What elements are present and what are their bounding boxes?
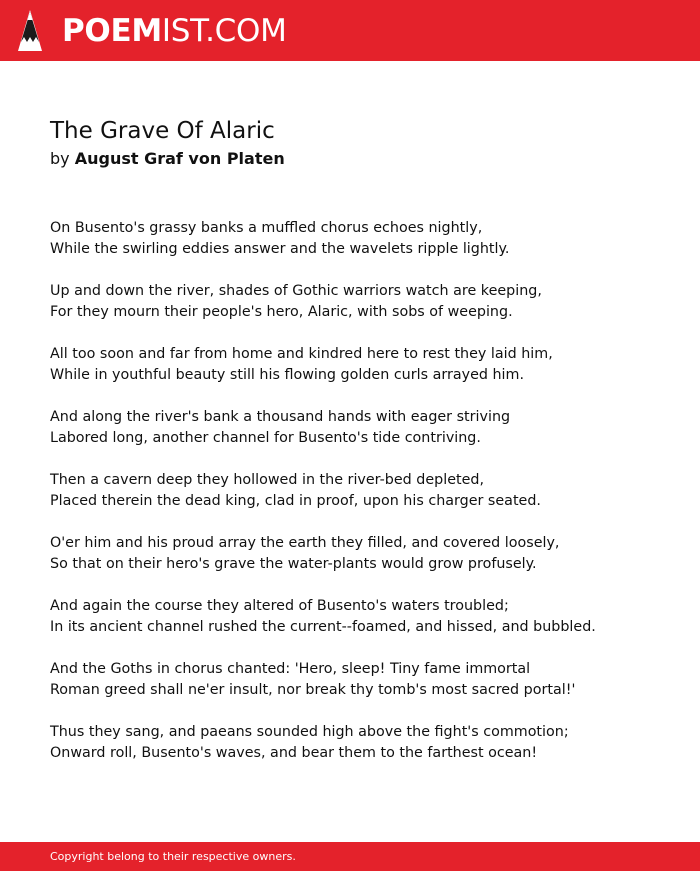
poem-body: [50, 218, 670, 785]
stanza: [50, 533, 670, 575]
stanza: [50, 281, 670, 323]
poem-line: Placed therein the dead king, clad in proof, upon his charger seated.: [50, 493, 541, 509]
poem-line: So that on their hero's grave the water-plants would grow profusely.: [50, 556, 537, 572]
by-label: by: [50, 149, 70, 168]
stanza: [50, 344, 670, 386]
brand-light-text: IST.COM: [161, 13, 287, 49]
poem-line: Then a cavern deep they hollowed in the river-bed depleted,: [50, 472, 485, 488]
brand-bold-text: POEM: [62, 13, 162, 49]
stanza: [50, 659, 670, 701]
poem-line: All too soon and far from home and kindred here to rest they laid him,: [50, 346, 553, 362]
poem-line: Onward roll, Busento's waves, and bear them to the farthest ocean!: [50, 745, 538, 761]
site-header: [0, 0, 700, 61]
byline: [50, 149, 285, 169]
poem-line: O'er him and his proud array the earth they filled, and covered loosely,: [50, 535, 560, 551]
poem-line: For they mourn their people's hero, Alaric, with sobs of weeping.: [50, 304, 513, 320]
stanza: [50, 470, 670, 512]
stanza: [50, 596, 670, 638]
poem-line: Roman greed shall ne'er insult, nor break thy tomb's most sacred portal!': [50, 682, 576, 698]
site-footer: [0, 842, 700, 871]
stanza: [50, 218, 670, 260]
poem-line: And the Goths in chorus chanted: 'Hero, sleep! Tiny fame immortal: [50, 661, 531, 677]
poem-line: Up and down the river, shades of Gothic warriors watch are keeping,: [50, 283, 542, 299]
stanza: [50, 722, 670, 764]
author-name: August Graf von Platen: [74, 149, 285, 168]
pencil-icon[interactable]: [18, 10, 42, 51]
poem-line: And along the river's bank a thousand hands with eager striving: [50, 409, 511, 425]
poem-title: The Grave Of Alaric: [50, 118, 275, 144]
site-logo[interactable]: [62, 11, 287, 51]
poem-line: In its ancient channel rushed the current--foamed, and hissed, and bubbled.: [50, 619, 596, 635]
poem-line: Thus they sang, and paeans sounded high above the fight's commotion;: [50, 724, 569, 740]
copyright-notice: Copyright belong to their respective owners.: [50, 850, 296, 863]
poem-line: And again the course they altered of Busento's waters troubled;: [50, 598, 509, 614]
poem-line: On Busento's grassy banks a muffled chorus echoes nightly,: [50, 220, 483, 236]
poem-line: While the swirling eddies answer and the wavelets ripple lightly.: [50, 241, 510, 257]
stanza: [50, 407, 670, 449]
poem-line: While in youthful beauty still his flowing golden curls arrayed him.: [50, 367, 524, 383]
poem-line: Labored long, another channel for Busento's tide contriving.: [50, 430, 481, 446]
